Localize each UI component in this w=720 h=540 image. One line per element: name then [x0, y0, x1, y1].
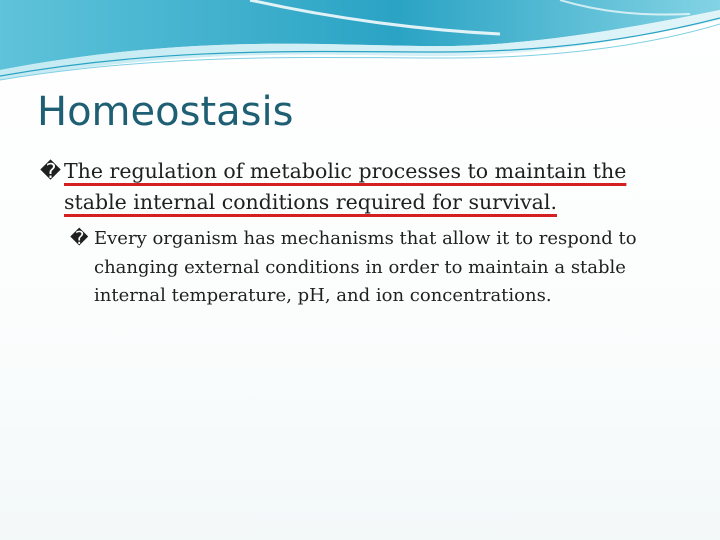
wave-header-decoration [0, 0, 720, 90]
bullet-secondary-text: Every organism has mechanisms that allow it to respond to changing external conditions in order to maintain a stable internal temperature, pH, and ion concentrations. [94, 228, 637, 306]
bullet-primary-text: The regulation of metabolic processes to maintain the stable internal conditions required for survival. [64, 159, 627, 214]
bullet-glyph-icon: � [40, 159, 62, 183]
slide-title: Homeostasis [37, 89, 294, 135]
bullet-primary [40, 156, 690, 218]
slide-body [40, 156, 690, 311]
bullet-secondary [70, 225, 690, 311]
bullet-glyph-icon: � [70, 228, 89, 249]
